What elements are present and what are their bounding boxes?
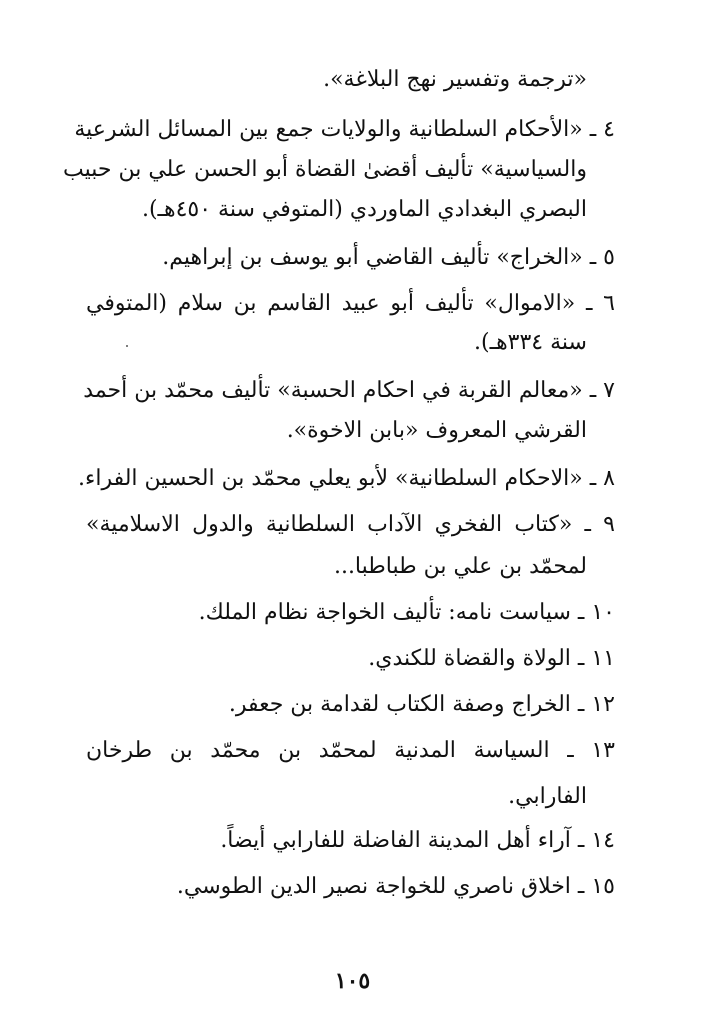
list-item-9-line-2: لمحمّد بن علي بن طباطبا... <box>333 554 587 579</box>
list-item-7-line-1: ٧ ـ «معالم القربة في احكام الحسبة» تأليف محمّد بن أحمد <box>83 378 615 403</box>
list-item-9-line-1: ٩ ـ «كتاب الفخري الآداب السلطانية والدول الاسلامية» <box>86 512 615 537</box>
page-number: ١٠٥ <box>334 968 371 994</box>
list-item-15: ١٥ ـ اخلاق ناصري للخواجة نصير الدين الطوسي. <box>176 874 615 899</box>
list-item-10: ١٠ ـ سياست نامه: تأليف الخواجة نظام الملك. <box>198 600 615 625</box>
list-item-4-line-3: البصري البغدادي الماوردي (المتوفي سنة ٤٥٠هـ). <box>141 197 587 222</box>
list-item-13-line-1: ١٣ ـ السياسة المدنية لمحمّد بن محمّد بن طرخان <box>86 738 615 763</box>
list-item-6-line-1: ٦ ـ «الاموال» تأليف أبو عبيد القاسم بن سلام (المتوفي <box>86 291 615 316</box>
list-item-4-line-2: والسياسية» تأليف أقضىٰ القضاة أبو الحسن علي بن حبيب <box>62 157 587 182</box>
list-item-8: ٨ ـ «الاحكام السلطانية» لأبو يعلي محمّد بن الحسين الفراء. <box>78 466 615 491</box>
list-item-12: ١٢ ـ الخراج وصفة الكتاب لقدامة بن جعفر. <box>228 692 615 717</box>
list-item-6-line-2: سنة ٣٣٤هـ). <box>474 330 587 355</box>
stray-dot <box>126 345 128 347</box>
list-item-5: ٥ ـ «الخراج» تأليف القاضي أبو يوسف بن إبراهيم. <box>162 245 615 270</box>
list-item-7-line-2: القرشي المعروف «بابن الاخوة». <box>286 418 587 443</box>
list-item-4-line-1: ٤ ـ «الأحكام السلطانية والولايات جمع بين المسائل الشرعية <box>74 117 615 142</box>
list-item-11: ١١ ـ الولاة والقضاة للكندي. <box>368 646 615 671</box>
text-line-1: «ترجمة وتفسير نهج البلاغة». <box>323 67 587 92</box>
list-item-14: ١٤ ـ آراء أهل المدينة الفاضلة للفارابي أيضاً. <box>220 828 615 853</box>
list-item-13-line-2: الفارابي. <box>508 784 587 809</box>
